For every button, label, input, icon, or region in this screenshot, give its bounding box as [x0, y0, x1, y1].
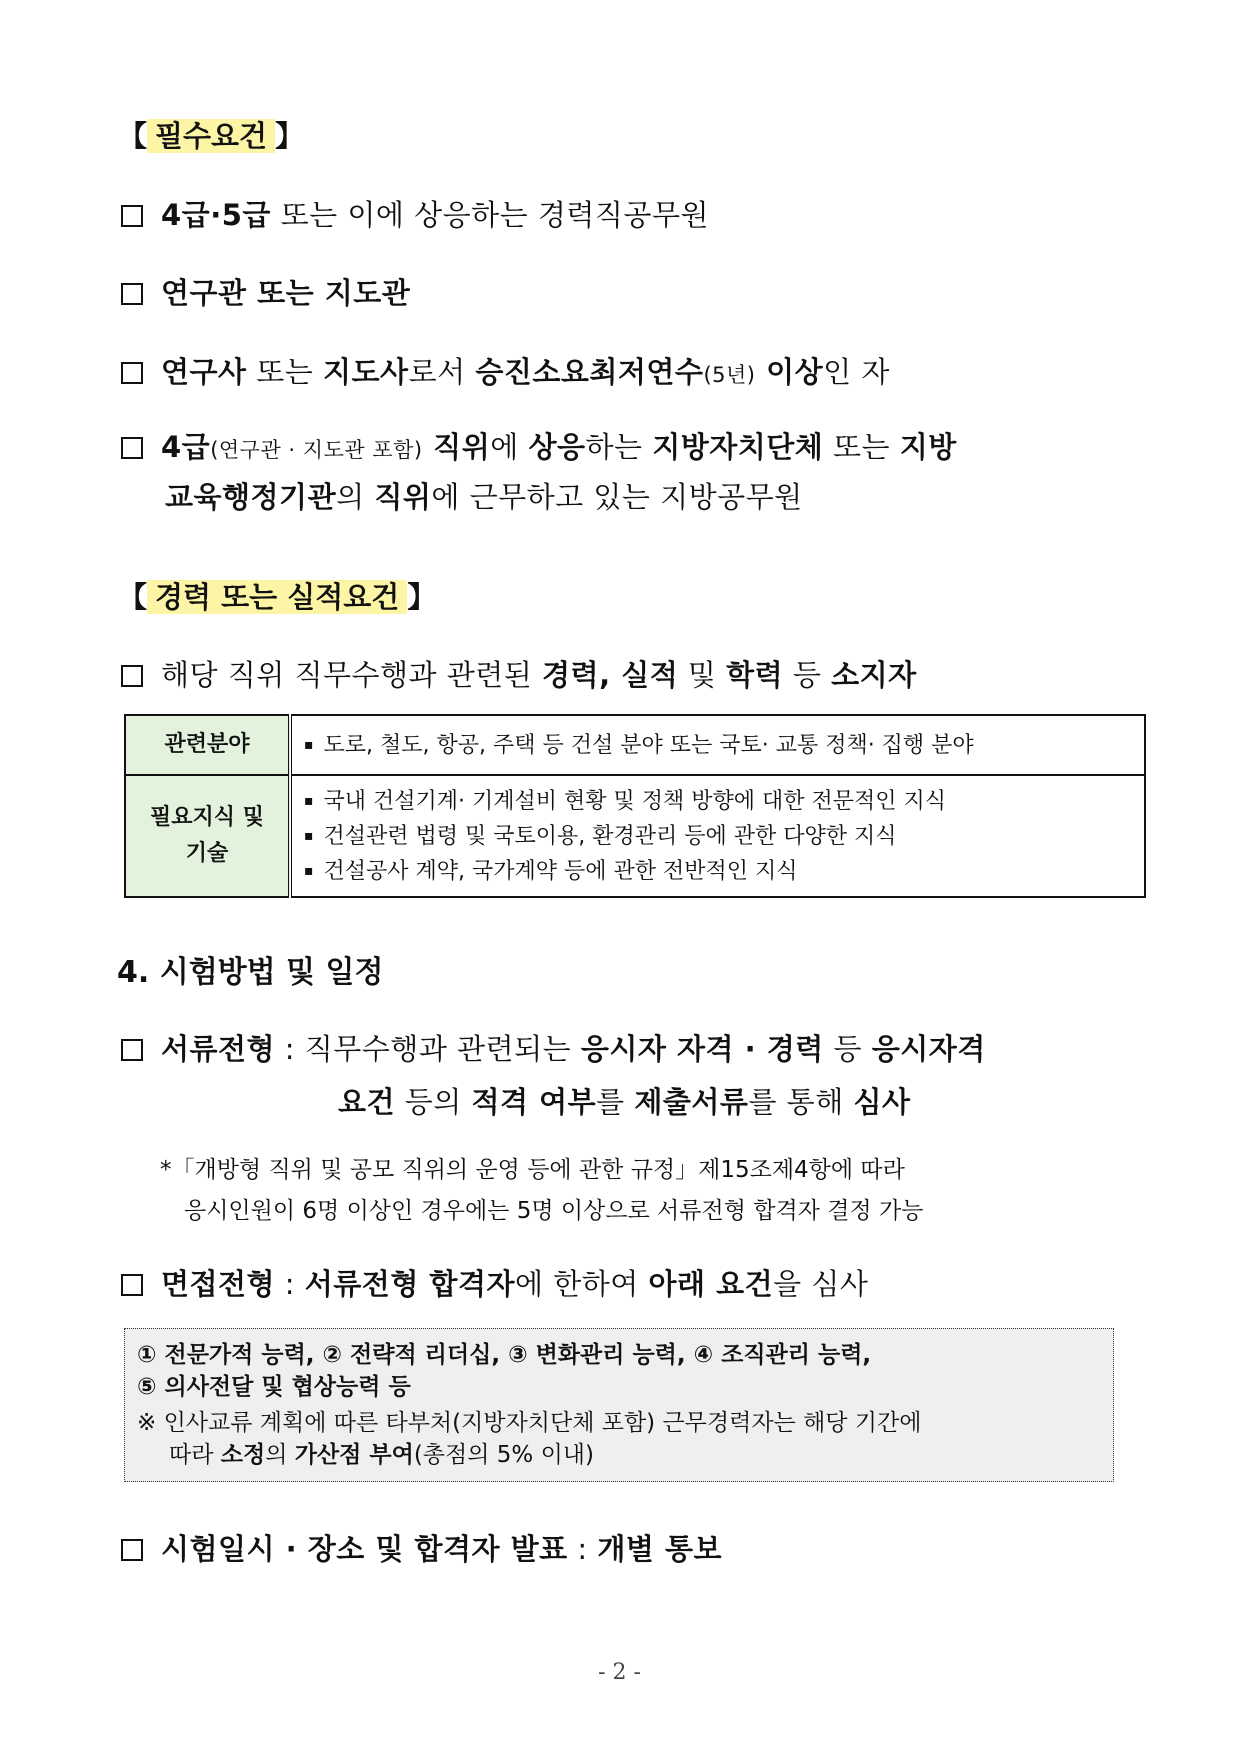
career-header: 【 경력 또는 실적요건 】 [118, 580, 437, 614]
section-title: 4. 시험방법 및 일정 [117, 955, 384, 990]
interview-criteria-box [124, 1328, 1114, 1482]
criteria-note-b: 따라 소정의 가산점 부여(총점의 5% 이내) [169, 1442, 594, 1468]
requirement-table [124, 714, 1146, 898]
checkbox-icon [121, 283, 143, 305]
criteria-line2: ⑤ 의사전달 및 협상능력 등 [137, 1374, 411, 1400]
career-line: 해당 직위 직무수행과 관련된 경력, 실적 및 학력 등 소지자 [121, 653, 917, 694]
document-screening: 서류전형 : 직무수행과 관련되는 응시자 자격 · 경력 등 응시자격 [121, 1027, 986, 1068]
table-value-knowledge: ▪ 국내 건설기계· 기계설비 현황 및 정책 방향에 대한 전문적인 지식 ▪ 건설관련 법령 및 국토이용, 환경관리 등에 관한 다양한 지식 ▪ 건설공사 계약, 국가계약 등에 관한 전반적인 지식 [290, 775, 1145, 897]
checkbox-icon [121, 1274, 143, 1296]
document-note-line1: *「개방형 직위 및 공모 직위의 운영 등에 관한 규정」제15조제4항에 따라 [160, 1157, 905, 1183]
required-header-label: 필수요건 [147, 119, 275, 153]
page-number: - 2 - [598, 1660, 641, 1685]
document-screening-line2: 요건 등의 적격 여부를 제출서류를 통해 심사 [338, 1085, 911, 1119]
required-item-2: 연구관 또는 지도관 [121, 271, 410, 312]
bracket-open: 【 [118, 119, 148, 153]
required-item-4: 4급(연구관 · 지도관 포함) 직위에 상응하는 지방자치단체 또는 지방 [121, 425, 957, 466]
required-item-4-line2: 교육행정기관의 직위에 근무하고 있는 지방공무원 [165, 480, 803, 514]
bracket-close: 】 [275, 119, 305, 153]
checkbox-icon [121, 205, 143, 227]
schedule-line: 시험일시 · 장소 및 합격자 발표 : 개별 통보 [121, 1527, 722, 1568]
required-item-3: 연구사 또는 지도사로서 승진소요최저연수(5년) 이상인 자 [121, 350, 890, 391]
criteria-note-a: ※ 인사교류 계획에 따른 타부처(지방자치단체 포함) 근무경력자는 해당 기간에 [137, 1410, 922, 1436]
career-header-label: 경력 또는 실적요건 [147, 580, 407, 614]
criteria-line1: ① 전문가적 능력, ② 전략적 리더십, ③ 변화관리 능력, ④ 조직관리 능력, [137, 1342, 872, 1368]
checkbox-icon [121, 1039, 143, 1061]
table-value-field: ▪ 도로, 철도, 항공, 주택 등 건설 분야 또는 국토· 교통 정책· 집행 분야 [290, 715, 1145, 775]
document-note-line2: 응시인원이 6명 이상인 경우에는 5명 이상으로 서류전형 합격자 결정 가능 [184, 1198, 924, 1224]
checkbox-icon [121, 665, 143, 687]
interview-screening: 면접전형 : 서류전형 합격자에 한하여 아래 요건을 심사 [121, 1262, 868, 1303]
required-header [118, 114, 304, 155]
table-label-field: 관련분야 [125, 715, 290, 775]
table-label-knowledge: 필요지식 및 기술 [125, 775, 290, 897]
table-row [125, 715, 1145, 775]
table-row [125, 775, 1145, 897]
checkbox-icon [121, 1539, 143, 1561]
checkbox-icon [121, 362, 143, 384]
required-item-1: 4급·5급 또는 이에 상응하는 경력직공무원 [121, 193, 709, 234]
checkbox-icon [121, 437, 143, 459]
